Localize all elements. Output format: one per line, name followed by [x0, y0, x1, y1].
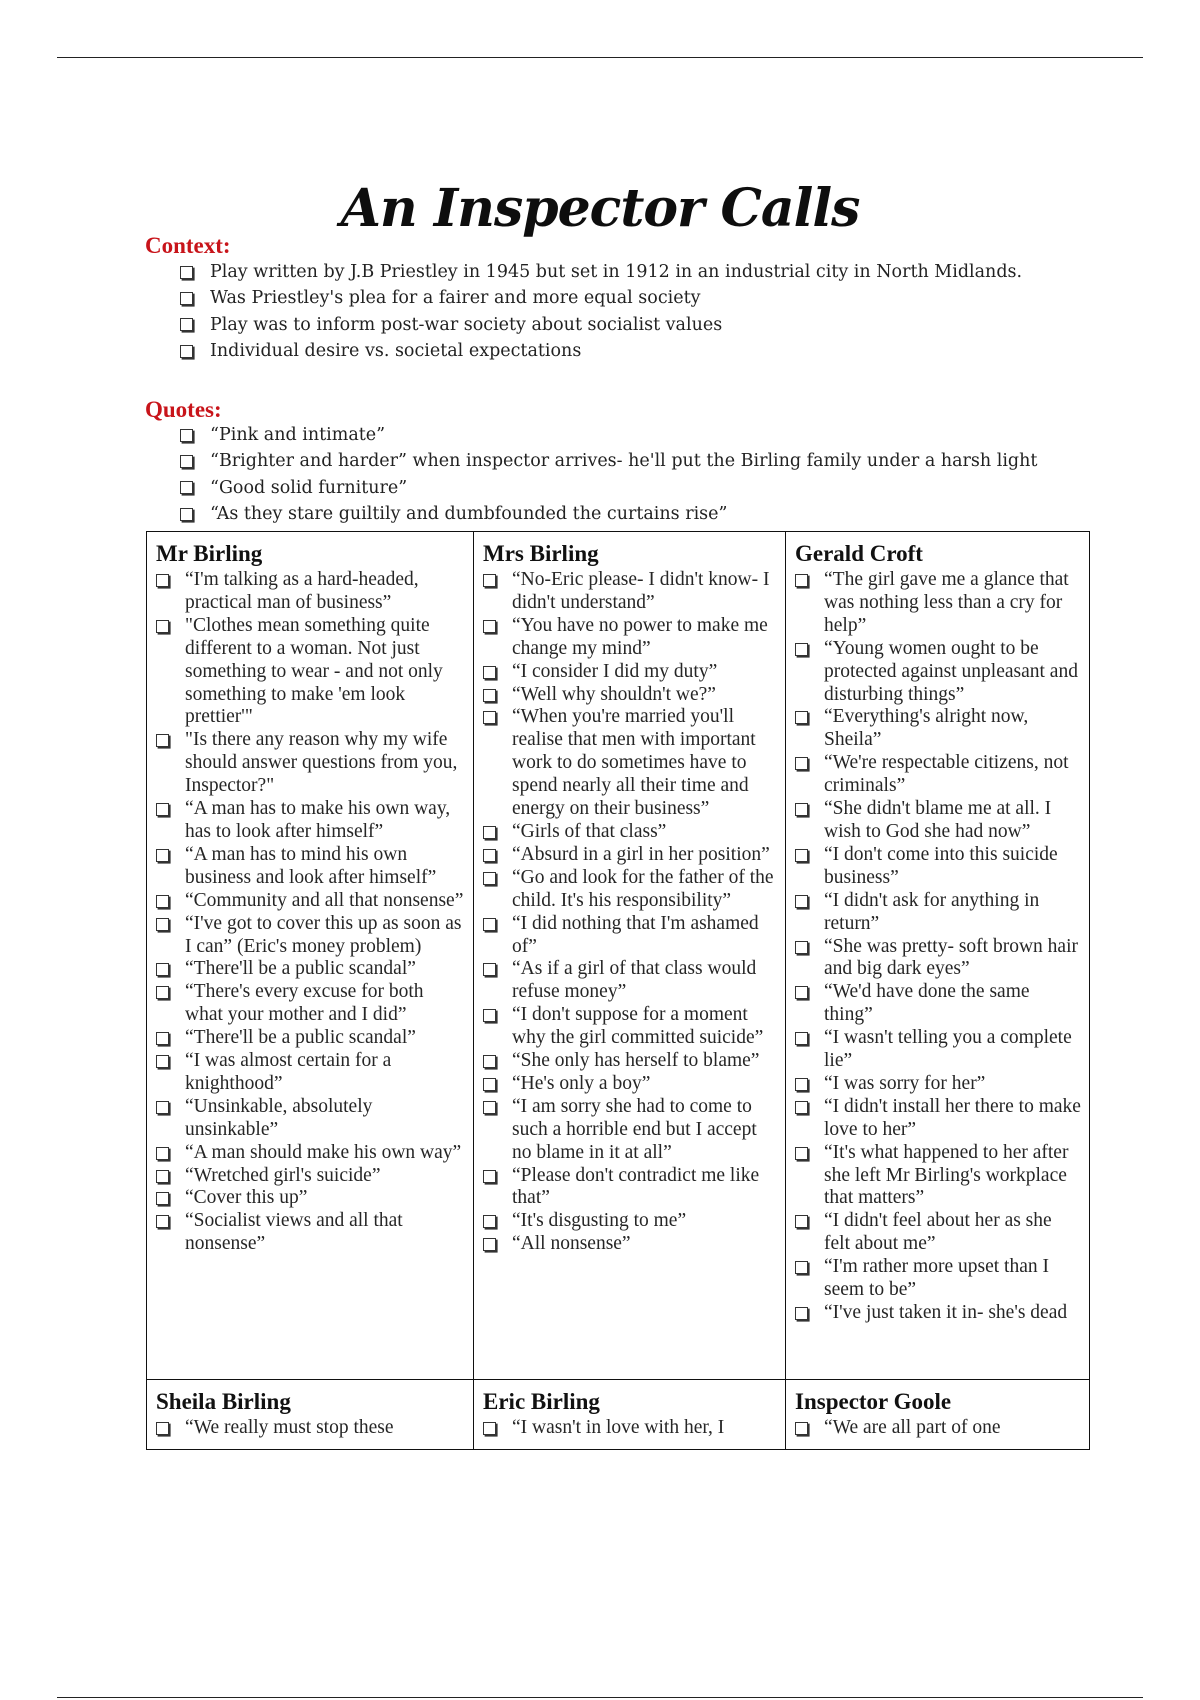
- checklist-item-text: “I didn't ask for anything in return”: [824, 889, 1040, 934]
- character-quote-list: [795, 569, 1081, 1325]
- checklist-item-text: “We'd have done the same thing”: [824, 981, 1030, 1026]
- checklist-item: [483, 1233, 777, 1256]
- quotes-heading: Quotes:: [145, 397, 222, 422]
- checklist-item-text: “I did nothing that I'm ashamed of”: [512, 912, 759, 957]
- checklist-item: [795, 1096, 1081, 1142]
- checklist-item-text: “Wretched girl's suicide”: [185, 1164, 381, 1186]
- top-rule: [57, 57, 1143, 58]
- checkbox-icon[interactable]: [180, 266, 193, 279]
- checkbox-icon[interactable]: [156, 1147, 169, 1160]
- checkbox-icon[interactable]: [795, 1101, 808, 1114]
- character-name: Sheila Birling: [156, 1389, 291, 1414]
- checklist-item-text: “A man has to make his own way, has to look after himself”: [185, 798, 451, 842]
- checklist-item-text: “She didn't blame me at all. I wish to God she had now”: [824, 798, 1052, 842]
- checklist-item: [483, 706, 777, 821]
- checklist-item: [156, 1165, 465, 1188]
- checklist-item-text: “I've just taken it in- she's dead: [824, 1302, 1068, 1323]
- checklist-item-text: “A man should make his own way”: [185, 1141, 462, 1163]
- checklist-item-text: “Unsinkable, absolutely unsinkable”: [185, 1095, 373, 1140]
- checkbox-icon[interactable]: [483, 711, 496, 724]
- checklist-item: [483, 1210, 777, 1233]
- checkbox-icon[interactable]: [795, 1261, 808, 1274]
- checklist-item: [795, 1073, 1081, 1096]
- checklist-item-text: “There's every excuse for both what your mother and I did”: [185, 981, 424, 1026]
- checkbox-icon[interactable]: [180, 292, 193, 305]
- checklist-item-text: “You have no power to make me change my mind”: [512, 614, 768, 659]
- checklist-item-text: “Pink and intimate”: [210, 425, 386, 445]
- checklist-item-text: “Absurd in a girl in her position”: [512, 843, 770, 865]
- checklist-item: [180, 448, 1037, 474]
- checkbox-icon[interactable]: [483, 918, 496, 931]
- checklist-item-text: “When you're married you'll realise that men with important work to do sometimes have to spend nearly all their time and energy on their business”: [512, 706, 756, 820]
- checklist-item: [180, 285, 1022, 311]
- checklist-item: [795, 936, 1081, 982]
- checklist-item-text: "Is there any reason why my wife should answer questions from you, Inspector?": [185, 729, 458, 797]
- checkbox-icon[interactable]: [483, 1215, 496, 1228]
- character-quote-list: [483, 1417, 777, 1440]
- checklist-item: [795, 844, 1081, 890]
- checklist-item-text: “I didn't feel about her as she felt about me”: [824, 1210, 1052, 1255]
- checklist-item: [795, 1142, 1081, 1211]
- checklist-item-text: “Socialist views and all that nonsense”: [185, 1210, 403, 1255]
- checklist-item-text: “I didn't install her there to make love to her”: [824, 1095, 1081, 1140]
- checklist-item-text: “He's only a boy”: [512, 1072, 651, 1094]
- checklist-item-text: “The girl gave me a glance that was nothing less than a cry for help”: [824, 569, 1069, 636]
- checkbox-icon[interactable]: [483, 849, 496, 862]
- checkbox-icon[interactable]: [483, 1170, 496, 1183]
- checkbox-icon[interactable]: [156, 620, 169, 633]
- checkbox-icon[interactable]: [795, 574, 808, 587]
- bottom-rule: [57, 1697, 1143, 1698]
- checklist-item-text: “I wasn't in love with her, I: [512, 1417, 725, 1438]
- checkbox-icon[interactable]: [795, 1032, 808, 1045]
- checklist-item: [795, 981, 1081, 1027]
- checklist-item-text: Play was to inform post-war society about socialist values: [210, 314, 723, 335]
- context-heading: Context:: [145, 233, 231, 258]
- checklist-item-text: “Young women ought to be protected against unpleasant and disturbing things”: [824, 637, 1078, 705]
- checkbox-icon[interactable]: [795, 1147, 808, 1160]
- checkbox-icon[interactable]: [156, 849, 169, 862]
- checkbox-icon[interactable]: [795, 1307, 808, 1320]
- checkbox-icon[interactable]: [483, 1078, 496, 1091]
- checkbox-icon[interactable]: [483, 826, 496, 839]
- checkbox-icon[interactable]: [156, 734, 169, 747]
- checklist-item-text: “I was almost certain for a knighthood”: [185, 1050, 392, 1094]
- checklist-item: [483, 1165, 777, 1211]
- character-name: Mrs Birling: [483, 541, 599, 566]
- checkbox-icon[interactable]: [180, 481, 193, 494]
- checklist-item: [156, 798, 465, 844]
- checklist-item-text: “Community and all that nonsense”: [185, 889, 464, 911]
- character-name: Eric Birling: [483, 1389, 600, 1414]
- checklist-item: [156, 569, 465, 615]
- checklist-item: [483, 684, 777, 707]
- checklist-item-text: “I wasn't telling you a complete lie”: [824, 1027, 1072, 1072]
- checklist-item: [795, 706, 1081, 752]
- checklist-item-text: “We really must stop these: [185, 1417, 394, 1438]
- checklist-item: [483, 1050, 777, 1073]
- checklist-item: [156, 958, 465, 981]
- checkbox-icon[interactable]: [180, 429, 193, 442]
- checklist-item: [483, 821, 777, 844]
- checkbox-icon[interactable]: [795, 1215, 808, 1228]
- checklist-item: [180, 312, 1022, 338]
- character-name: Gerald Croft: [795, 541, 923, 566]
- checklist-item: [156, 615, 465, 730]
- checklist-item: [483, 1096, 777, 1165]
- checkbox-icon[interactable]: [795, 895, 808, 908]
- checkbox-icon[interactable]: [180, 345, 193, 358]
- checklist-item: [156, 1050, 465, 1096]
- checklist-item: [795, 569, 1081, 638]
- checklist-item-text: “As they stare guiltily and dumbfounded the curtains rise”: [210, 503, 728, 524]
- checklist-item: [483, 1004, 777, 1050]
- checklist-item: [156, 844, 465, 890]
- checkbox-icon[interactable]: [156, 1032, 169, 1045]
- checklist-item: [483, 913, 777, 959]
- checklist-item-text: “It's what happened to her after she left Mr Birling's workplace that matters”: [824, 1141, 1069, 1209]
- checkbox-icon[interactable]: [156, 1422, 169, 1435]
- checkbox-icon[interactable]: [156, 895, 169, 908]
- checklist-item: [483, 958, 777, 1004]
- checkbox-icon[interactable]: [156, 574, 169, 587]
- checkbox-icon[interactable]: [483, 1055, 496, 1068]
- checklist-item: [483, 661, 777, 684]
- character-quote-list: [156, 1417, 465, 1440]
- checklist-item: [795, 890, 1081, 936]
- checklist-item-text: “There'll be a public scandal”: [185, 958, 416, 980]
- checklist-item-text: “It's disgusting to me”: [512, 1210, 687, 1232]
- checklist-item-text: “We're respectable citizens, not criminals”: [824, 752, 1069, 797]
- checklist-item: [180, 422, 1037, 448]
- checklist-item: [795, 1027, 1081, 1073]
- checklist-item-text: “Everything's alright now, Sheila”: [824, 706, 1029, 751]
- checkbox-icon[interactable]: [156, 1192, 169, 1205]
- checklist-item: [483, 1417, 777, 1440]
- checklist-item: [483, 1073, 777, 1096]
- checkbox-icon[interactable]: [483, 1422, 496, 1435]
- character-cell-mr-birling: [147, 532, 474, 1380]
- checkbox-icon[interactable]: [795, 986, 808, 999]
- checkbox-icon[interactable]: [795, 711, 808, 724]
- checkbox-icon[interactable]: [156, 1215, 169, 1228]
- checklist-item: [180, 475, 1037, 501]
- checklist-item-text: “No-Eric please- I didn't know- I didn't understand”: [512, 569, 770, 613]
- checklist-item-text: Was Priestley's plea for a fairer and more equal society: [210, 288, 701, 309]
- checklist-item: [180, 501, 1037, 527]
- checkbox-icon[interactable]: [156, 986, 169, 999]
- checkbox-icon[interactable]: [483, 689, 496, 702]
- checklist-item: [483, 615, 777, 661]
- checkbox-icon[interactable]: [180, 455, 193, 468]
- checkbox-icon[interactable]: [483, 963, 496, 976]
- checkbox-icon[interactable]: [156, 1101, 169, 1114]
- checkbox-icon[interactable]: [795, 803, 808, 816]
- checklist-item-text: “All nonsense”: [512, 1233, 631, 1255]
- character-cell-mrs-birling: [474, 532, 786, 1380]
- character-name: Mr Birling: [156, 541, 263, 566]
- checklist-item-text: “As if a girl of that class would refuse money”: [512, 958, 757, 1003]
- checklist-item: [156, 1096, 465, 1142]
- checklist-item-text: “Girls of that class”: [512, 820, 667, 842]
- checklist-item-text: “Brighter and harder” when inspector arrives- he'll put the Birling family under a harsh light: [210, 451, 1038, 472]
- checklist-item-text: “I was sorry for her”: [824, 1072, 986, 1094]
- checkbox-icon[interactable]: [156, 1170, 169, 1183]
- checklist-item: [483, 867, 777, 913]
- checklist-item-text: “I'm rather more upset than I seem to be”: [824, 1256, 1049, 1301]
- checklist-item-text: "Clothes mean something quite different to a woman. Not just something to wear - and not only something to make 'em look prettier'": [185, 614, 443, 728]
- checklist-item: [156, 981, 465, 1027]
- character-name: Inspector Goole: [795, 1389, 952, 1414]
- checklist-item-text: Play written by J.B Priestley in 1945 but set in 1912 in an industrial city in North Midlands.: [210, 262, 1023, 282]
- checklist-item: [156, 1210, 465, 1256]
- character-cell-eric-birling: [474, 1380, 786, 1449]
- quotes-list: [180, 422, 1037, 527]
- checklist-item-text: “A man has to mind his own business and look after himself”: [185, 843, 437, 888]
- checklist-item: [795, 798, 1081, 844]
- checkbox-icon[interactable]: [795, 849, 808, 862]
- character-quotes-table: [146, 531, 1090, 1450]
- checklist-item: [156, 890, 465, 913]
- checklist-item-text: “Please don't contradict me like that”: [512, 1164, 760, 1209]
- character-cell-gerald-croft: [786, 532, 1089, 1380]
- character-cell-sheila-birling: [147, 1380, 474, 1449]
- checklist-item-text: “Go and look for the father of the child. It's his responsibility”: [512, 866, 774, 911]
- checklist-item: [795, 752, 1081, 798]
- checkbox-icon[interactable]: [795, 1078, 808, 1091]
- checklist-item: [795, 1256, 1081, 1302]
- checklist-item-text: “I am sorry she had to come to such a horrible end but I accept no blame in it at all”: [512, 1095, 757, 1163]
- page-title: An Inspector Calls: [340, 177, 860, 239]
- checklist-item: [156, 913, 465, 959]
- checkbox-icon[interactable]: [795, 1422, 808, 1435]
- checkbox-icon[interactable]: [795, 757, 808, 770]
- character-quote-list: [483, 569, 777, 1256]
- checklist-item: [180, 259, 1022, 285]
- checkbox-icon[interactable]: [483, 872, 496, 885]
- checklist-item: [795, 1210, 1081, 1256]
- checkbox-icon[interactable]: [483, 574, 496, 587]
- checkbox-icon[interactable]: [156, 918, 169, 931]
- checklist-item: [483, 844, 777, 867]
- checklist-item-text: “She was pretty- soft brown hair and big dark eyes”: [824, 935, 1078, 980]
- checkbox-icon[interactable]: [795, 941, 808, 954]
- character-quote-list: [156, 569, 465, 1256]
- checklist-item: [156, 1417, 465, 1440]
- checkbox-icon[interactable]: [180, 318, 193, 331]
- checklist-item-text: “There'll be a public scandal”: [185, 1027, 416, 1049]
- checklist-item: [156, 729, 465, 798]
- character-cell-inspector-goole: [786, 1380, 1089, 1449]
- checklist-item-text: “I don't suppose for a moment why the girl committed suicide”: [512, 1004, 764, 1049]
- checklist-item: [156, 1187, 465, 1210]
- checklist-item: [795, 1302, 1081, 1325]
- checkbox-icon[interactable]: [156, 803, 169, 816]
- checklist-item: [180, 338, 1022, 364]
- checklist-item-text: “We are all part of one: [824, 1417, 1001, 1438]
- checkbox-icon[interactable]: [483, 1101, 496, 1114]
- checkbox-icon[interactable]: [156, 963, 169, 976]
- character-quote-list: [795, 1417, 1081, 1440]
- checklist-item-text: “She only has herself to blame”: [512, 1050, 760, 1072]
- checklist-item: [156, 1027, 465, 1050]
- checklist-item-text: “I don't come into this suicide business”: [824, 843, 1058, 888]
- checklist-item-text: “Good solid furniture”: [210, 477, 408, 498]
- checkbox-icon[interactable]: [483, 666, 496, 679]
- checklist-item: [795, 638, 1081, 707]
- checklist-item-text: “I'm talking as a hard-headed, practical man of business”: [185, 569, 419, 613]
- checkbox-icon[interactable]: [483, 620, 496, 633]
- checklist-item: [795, 1417, 1081, 1440]
- checklist-item-text: “Well why shouldn't we?”: [512, 683, 716, 705]
- checkbox-icon[interactable]: [483, 1238, 496, 1251]
- checklist-item: [483, 569, 777, 615]
- checkbox-icon[interactable]: [180, 508, 193, 521]
- checkbox-icon[interactable]: [795, 643, 808, 656]
- context-list: [180, 259, 1022, 364]
- checklist-item-text: “Cover this up”: [185, 1187, 308, 1209]
- checkbox-icon[interactable]: [483, 1009, 496, 1022]
- checklist-item-text: “I consider I did my duty”: [512, 660, 718, 682]
- checklist-item-text: Individual desire vs. societal expectations: [210, 340, 582, 361]
- checkbox-icon[interactable]: [156, 1055, 169, 1068]
- checklist-item-text: “I've got to cover this up as soon as I can” (Eric's money problem): [185, 912, 462, 957]
- checklist-item: [156, 1142, 465, 1165]
